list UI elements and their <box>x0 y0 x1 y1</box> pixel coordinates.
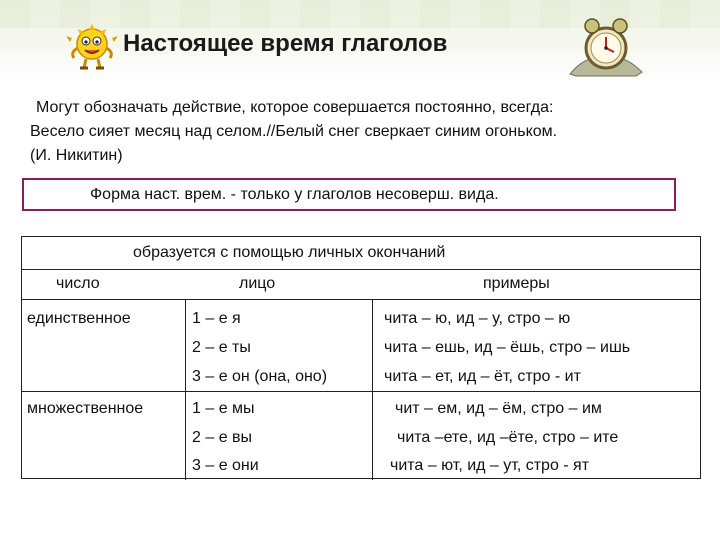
column-divider-1 <box>185 299 186 480</box>
form-note-text: Форма наст. врем. - только у глаголов несоверш. вида. <box>90 186 499 203</box>
example-cell: чита – ешь, ид – ёшь, стро – ишь <box>384 339 631 356</box>
intro-line-3: (И. Никитин) <box>30 147 123 164</box>
page-title: Настоящее время глаголов <box>123 30 448 57</box>
header-examples: примеры <box>483 275 550 292</box>
person-cell: 1 – е я <box>192 310 241 327</box>
intro-line-1: Могут обозначать действие, которое совершается постоянно, всегда: <box>36 99 554 116</box>
person-cell: 2 – е вы <box>192 429 253 446</box>
example-cell: чит – ем, ид – ём, стро – им <box>395 400 602 417</box>
table-caption-row <box>22 237 700 270</box>
table-divider <box>22 391 700 392</box>
number-singular: единственное <box>27 310 131 327</box>
cartoon-sun-mascot-icon <box>64 22 120 70</box>
table-caption: образуется с помощью личных окончаний <box>133 244 446 261</box>
conjugation-table <box>21 236 701 479</box>
intro-text <box>30 96 710 168</box>
example-cell: чита – ю, ид – у, стро – ю <box>384 310 571 327</box>
number-plural: множественное <box>27 400 144 417</box>
person-cell: 1 – е мы <box>192 400 255 417</box>
table-divider <box>22 299 700 300</box>
header-person: лицо <box>239 275 276 292</box>
example-cell: чита – ют, ид – ут, стро - ят <box>390 457 590 474</box>
person-cell: 2 – е ты <box>192 339 251 356</box>
example-cell: чита –ете, ид –ёте, стро – ите <box>397 429 619 446</box>
alarm-clock-icon <box>566 14 646 78</box>
column-divider-2 <box>372 299 373 480</box>
example-cell: чита – ет, ид – ёт, стро - ит <box>384 368 581 385</box>
person-cell: 3 – е они <box>192 457 259 474</box>
intro-line-2: Весело сияет месяц над селом.//Белый снег сверкает синим огоньком. <box>30 123 558 140</box>
person-cell: 3 – е он (она, оно) <box>192 368 328 385</box>
header-number: число <box>56 275 100 292</box>
form-note-box <box>22 178 676 211</box>
